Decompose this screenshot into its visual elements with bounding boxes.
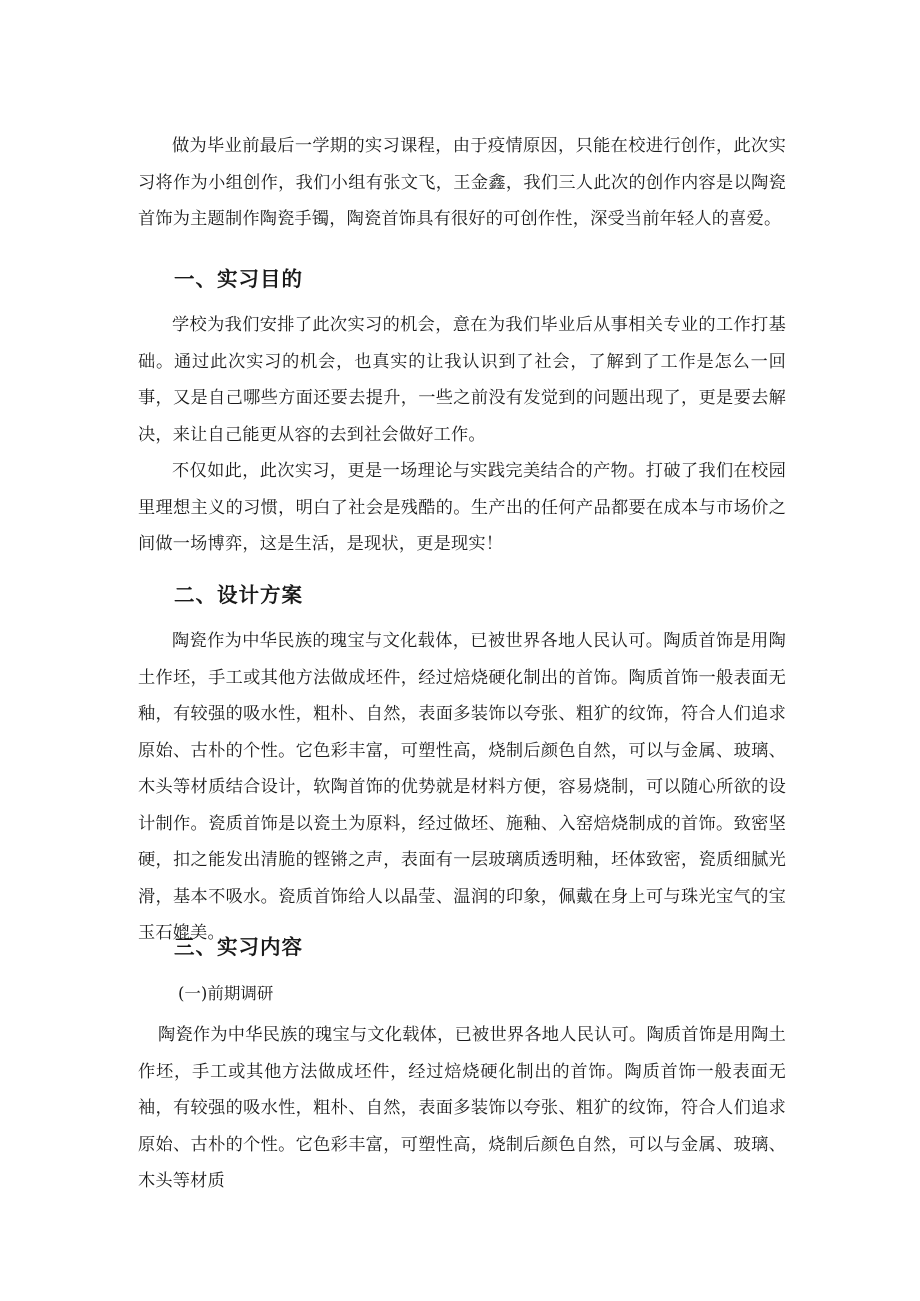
section-heading-internship-content: 三、实习内容 [174, 935, 303, 959]
design-paragraph: 陶瓷作为中华民族的瑰宝与文化载体，已被世界各地人民认可。陶质首饰是用陶土作坯，手工或其他方法做成坯件，经过焙烧硬化制出的首饰。陶质首饰一般表面无釉，有较强的吸水性，粗朴、自然，表面多装饰以夸张、粗犷的纹饰，符合人们追求原始、古朴的个性。它色彩丰富，可塑性高，烧制后颜色自然，可以与金属、玻璃、木头等材质结合设计，软陶首饰的优势就是材料方便，容易烧制，可以随心所欲的设计制作。瓷质首饰是以瓷土为原料，经过做坯、施釉、入窑焙烧制成的首饰。致密坚硬，扣之能发出清脆的铿锵之声，表面有一层玻璃质透明釉，坯体致密，瓷质细腻光滑，基本不吸水。瓷质首饰给人以晶莹、温润的印象，佩戴在身上可与珠光宝气的宝玉石媲美。 [138, 631, 786, 943]
section-heading-design-plan: 二、设计方案 [174, 583, 303, 607]
intro-paragraph: 做为毕业前最后一学期的实习课程，由于疫情原因，只能在校进行创作，此次实习将作为小组创作，我们小组有张文飞，王金鑫，我们三人此次的创作内容是以陶瓷首饰为主题制作陶瓷手镯，陶瓷首饰具有很好的可创作性，深受当前年轻人的喜爱。 [138, 136, 786, 229]
goal-paragraph-1: 学校为我们安排了此次实习的机会，意在为我们毕业后从事相关专业的工作打基础。通过此次实习的机会，也真实的让我认识到了社会，了解到了工作是怎么一回事，又是自己哪些方面还要去提升，一些之前没有发觉到的问题出现了，更是要去解决，来让自己能更从容的去到社会做好工作。 [138, 315, 786, 445]
section-heading-internship-goal: 一、实习目的 [174, 267, 303, 291]
goal-paragraph-2: 不仅如此，此次实习，更是一场理论与实践完美结合的产物。打破了我们在校园里理想主义的习惯，明白了社会是残酷的。生产出的任何产品都要在成本与市场价之间做一场博弈，这是生活，是现状，更是现实！ [138, 461, 786, 554]
research-paragraph: 陶瓷作为中华民族的瑰宝与文化载体，已被世界各地人民认可。陶质首饰是用陶土作坯，手工或其他方法做成坯件，经过焙烧硬化制出的首饰。陶质首饰一般表面无袖，有较强的吸水性，粗朴、自然，表面多装饰以夸张、粗犷的纹饰，符合人们追求原始、古朴的个性。它色彩丰富，可塑性高，烧制后颜色自然，可以与金属、玻璃、木头等材质 [138, 1025, 786, 1191]
subheading-preliminary-research: (一)前期调研 [178, 984, 274, 1003]
